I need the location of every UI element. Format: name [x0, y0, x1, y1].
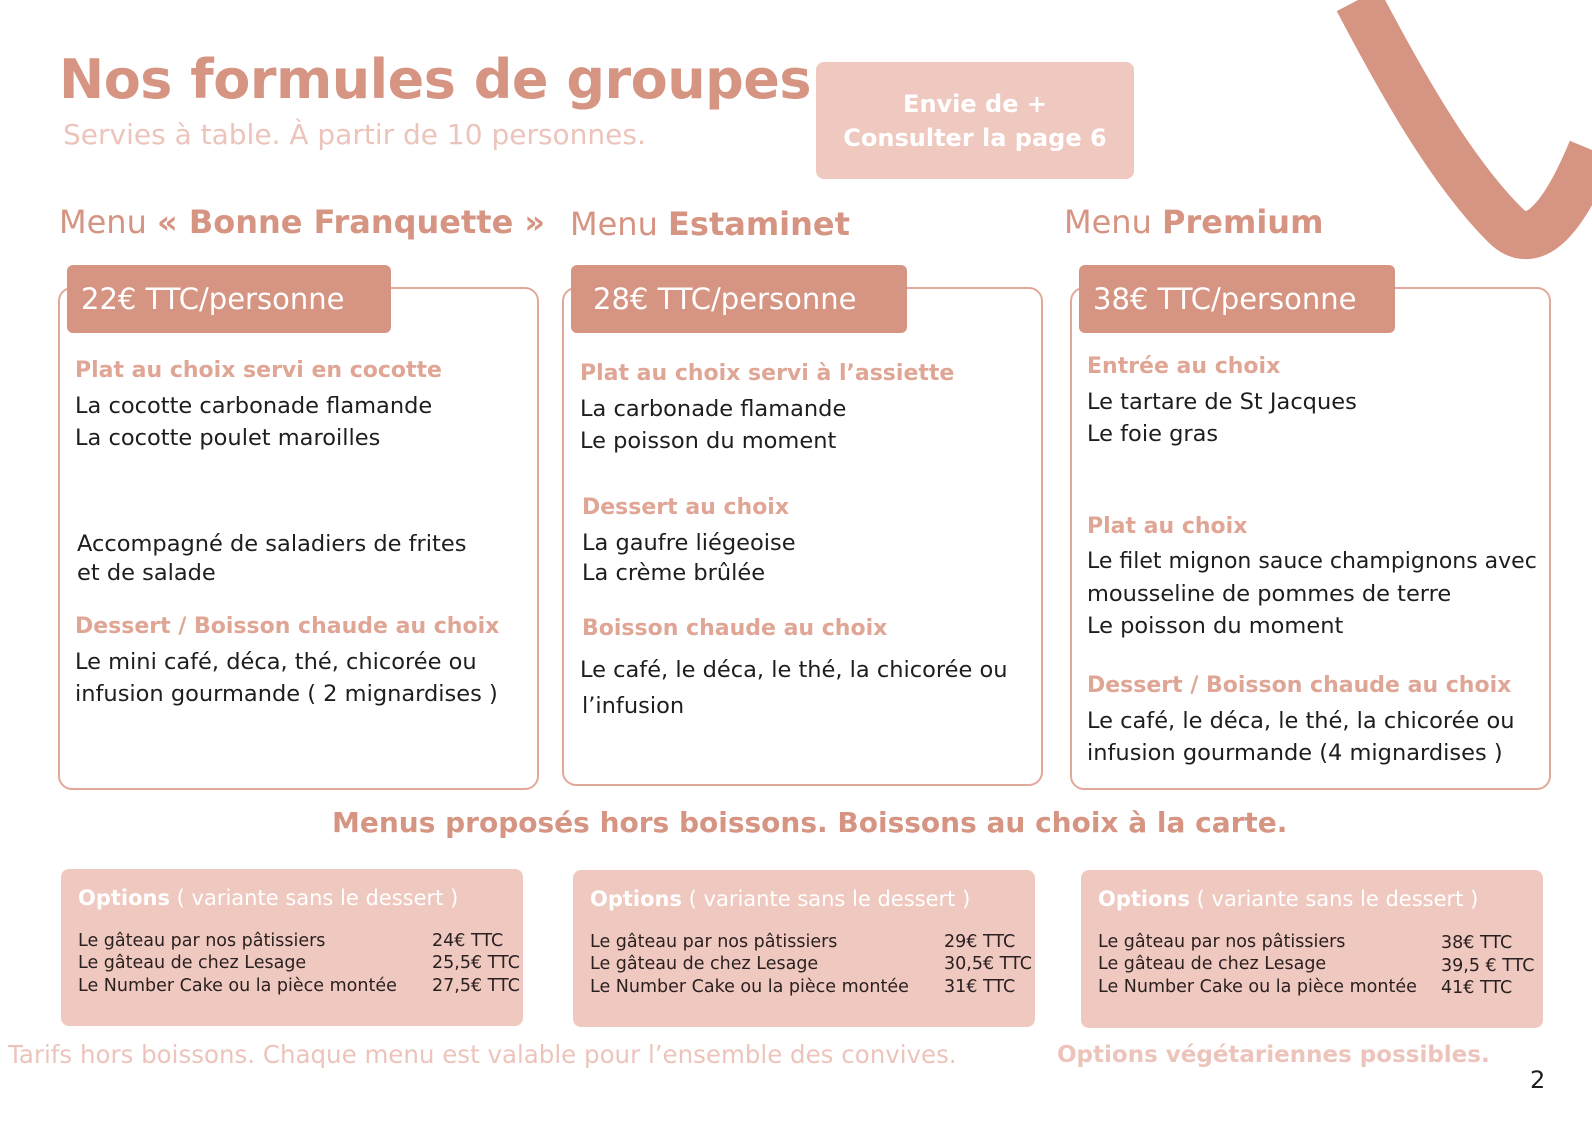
option-price: 27,5€ TTC — [432, 976, 520, 996]
menu-item: La gaufre liégeoise — [582, 530, 796, 556]
menu-heading-name: Estaminet — [668, 205, 850, 243]
price-tag: 38€ TTC/personne — [1079, 265, 1395, 333]
drinks-note: Menus proposés hors boissons. Boissons au choix à la carte. — [332, 806, 1288, 839]
section-title: Plat au choix servi à l’assiette — [580, 361, 955, 386]
option-label: Le gâteau par nos pâtissiers — [1098, 932, 1346, 952]
accompaniment-line: et de salade — [77, 560, 216, 586]
page-number: 2 — [1530, 1066, 1546, 1094]
option-label: Le gâteau par nos pâtissiers — [590, 932, 838, 952]
cta-line-1: Envie de + — [903, 89, 1047, 118]
menu-item: Le poisson du moment — [1087, 613, 1344, 639]
options-label: Options — [1098, 887, 1190, 911]
menu-item: Le foie gras — [1087, 421, 1219, 447]
section-title: Dessert / Boisson chaude au choix — [1087, 673, 1512, 698]
menu-item: Le poisson du moment — [580, 428, 837, 454]
options-title — [1098, 887, 1478, 911]
menu-item: mousseline de pommes de terre — [1087, 581, 1452, 607]
price-tag: 22€ TTC/personne — [67, 265, 391, 333]
options-subtitle: ( variante sans le dessert ) — [1190, 887, 1479, 911]
decorative-swoosh — [1320, 0, 1592, 280]
menu-item: Le mini café, déca, thé, chicorée ou — [75, 649, 477, 675]
menu-item: Le café, le déca, le thé, la chicorée ou — [580, 657, 1008, 683]
menu-heading-name: « Bonne Franquette » — [157, 203, 546, 241]
menu-heading-prefix: Menu — [59, 203, 147, 241]
menu-heading-bonne-franquette — [59, 203, 545, 241]
section-title: Plat au choix servi en cocotte — [75, 358, 442, 383]
menu-heading-name: Premium — [1162, 203, 1324, 241]
section-title: Plat au choix — [1087, 514, 1248, 539]
footer-text: Tarifs hors boissons. Chaque menu est valable pour l’ensemble des convives. — [8, 1040, 957, 1069]
accompaniment-line: Accompagné de saladiers de frites — [77, 531, 467, 557]
option-label: Le Number Cake ou la pièce montée — [1098, 977, 1417, 997]
option-price: 31€ TTC — [944, 977, 1016, 997]
options-label: Options — [590, 887, 682, 911]
section-title: Dessert / Boisson chaude au choix — [75, 614, 500, 639]
menu-heading-premium — [1064, 203, 1323, 241]
option-label: Le gâteau par nos pâtissiers — [78, 931, 326, 951]
section-title: Boisson chaude au choix — [582, 616, 888, 641]
menu-item: l’infusion — [582, 693, 685, 719]
page-subtitle: Servies à table. À partir de 10 personnes. — [63, 118, 646, 151]
section-title: Dessert au choix — [582, 495, 790, 520]
option-label: Le gâteau de chez Lesage — [590, 954, 819, 974]
price-tag: 28€ TTC/personne — [571, 265, 907, 333]
menu-item: La carbonade flamande — [580, 396, 847, 422]
section-title: Entrée au choix — [1087, 354, 1281, 379]
menu-item: Le filet mignon sauce champignons avec — [1087, 549, 1537, 574]
menu-item: infusion gourmande ( 2 mignardises ) — [75, 681, 498, 707]
menu-item: La cocotte carbonade flamande — [75, 393, 433, 419]
option-label: Le gâteau de chez Lesage — [78, 953, 307, 973]
option-price: 30,5€ TTC — [944, 954, 1032, 974]
option-label: Le gâteau de chez Lesage — [1098, 954, 1327, 974]
menu-heading-prefix: Menu — [1064, 203, 1152, 241]
menu-heading-estaminet — [570, 205, 850, 243]
menu-item: infusion gourmande (4 mignardises ) — [1087, 740, 1503, 766]
option-price: 29€ TTC — [944, 932, 1016, 952]
cta-line-2: Consulter la page 6 — [843, 123, 1107, 152]
menu-item: La crème brûlée — [582, 560, 766, 586]
options-subtitle: ( variante sans le dessert ) — [170, 886, 459, 910]
option-label: Le Number Cake ou la pièce montée — [590, 977, 909, 997]
options-title — [590, 887, 970, 911]
menu-item: Le tartare de St Jacques — [1087, 389, 1357, 415]
options-label: Options — [78, 886, 170, 910]
option-price: 25,5€ TTC — [432, 953, 520, 973]
option-label: Le Number Cake ou la pièce montée — [78, 976, 397, 996]
options-subtitle: ( variante sans le dessert ) — [682, 887, 971, 911]
menu-item: La cocotte poulet maroilles — [75, 425, 381, 451]
option-price: 39,5 € TTC — [1441, 956, 1535, 976]
footer-vegetarian-note: Options végétariennes possibles. — [1057, 1042, 1490, 1068]
option-price: 24€ TTC — [432, 931, 504, 951]
options-title — [78, 886, 458, 910]
option-price: 38€ TTC — [1441, 933, 1513, 953]
page-title: Nos formules de groupes — [59, 48, 812, 111]
menu-heading-prefix: Menu — [570, 205, 658, 243]
option-price: 41€ TTC — [1441, 978, 1513, 998]
see-page-6-button[interactable] — [816, 62, 1134, 179]
menu-item: Le café, le déca, le thé, la chicorée ou — [1087, 708, 1515, 734]
